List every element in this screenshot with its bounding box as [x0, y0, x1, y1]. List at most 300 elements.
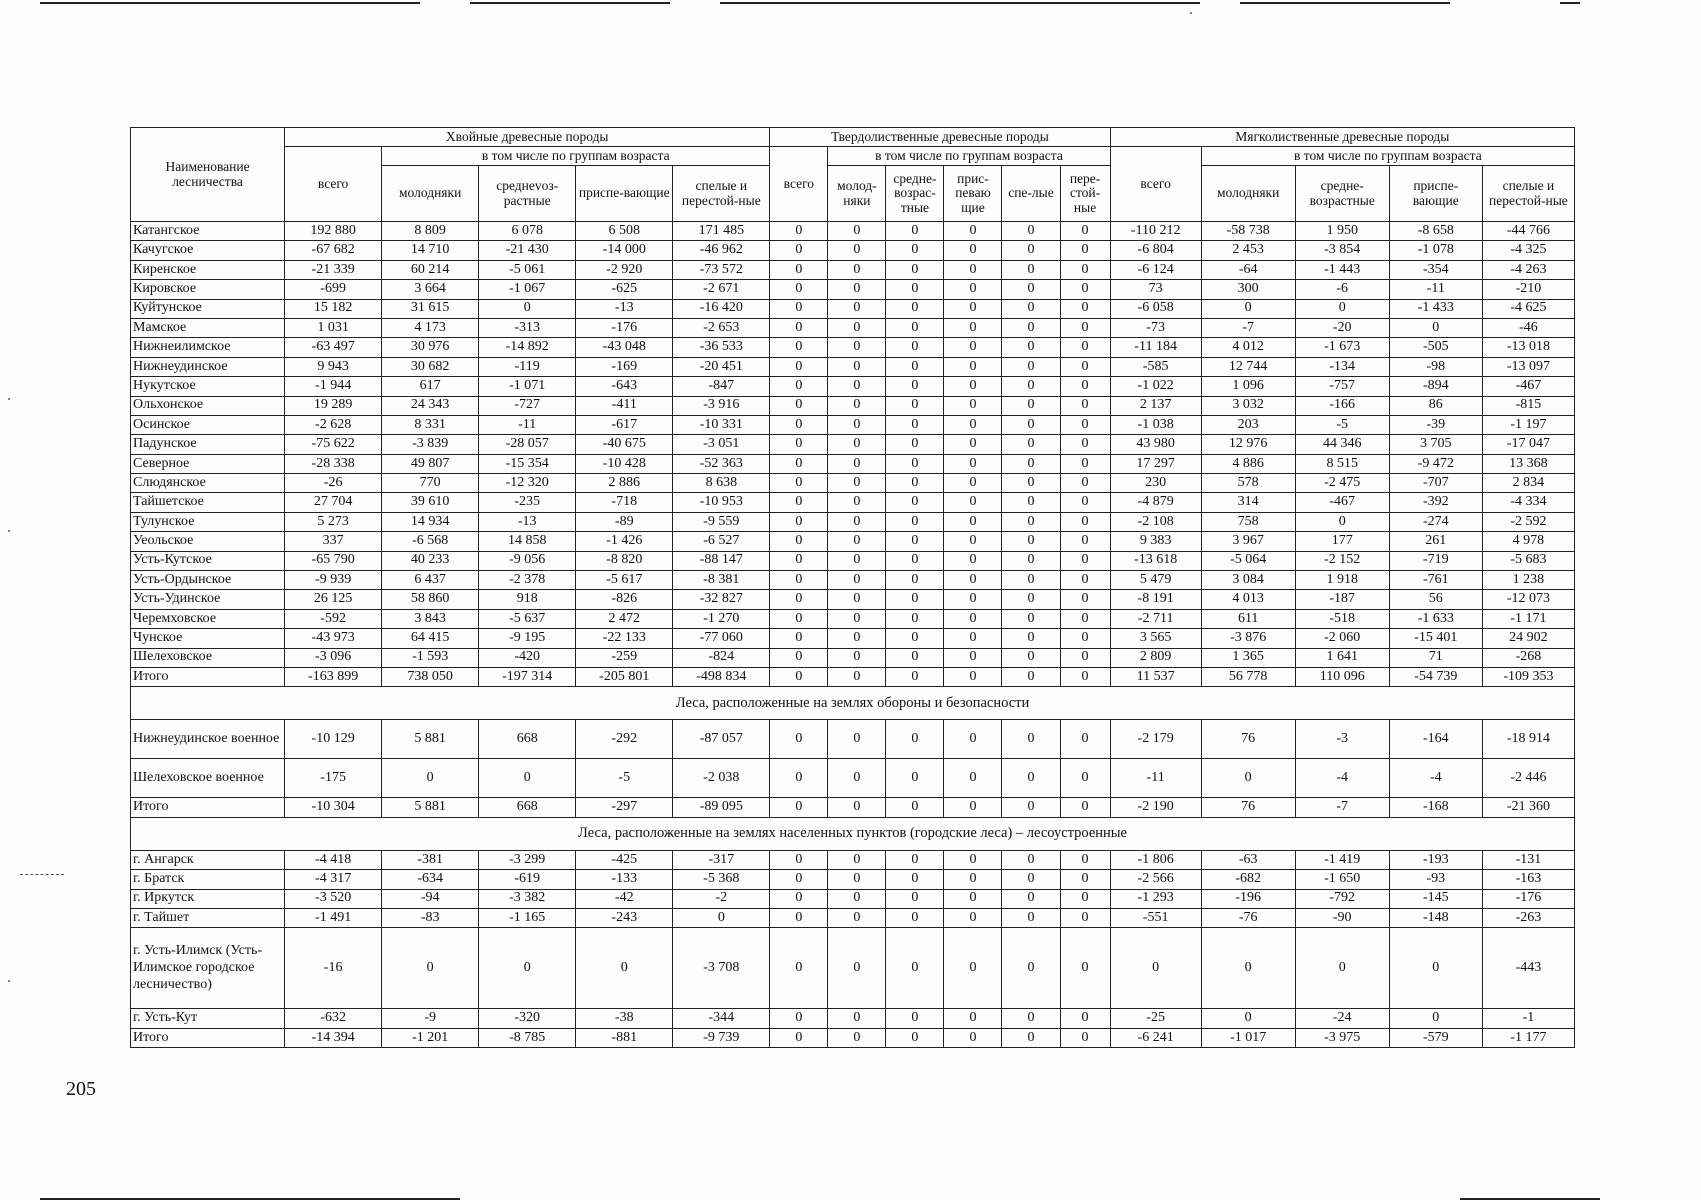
table-cell: -210: [1482, 280, 1574, 299]
table-cell: -89 095: [673, 798, 770, 817]
table-cell: 0: [944, 454, 1002, 473]
table-cell: -75 622: [285, 435, 382, 454]
table-cell: -682: [1201, 870, 1295, 889]
table-cell: -5 061: [479, 260, 576, 279]
table-cell: -392: [1389, 493, 1482, 512]
table-cell: -13 097: [1482, 357, 1574, 376]
table-cell: 0: [886, 241, 944, 260]
table-cell: 30 682: [382, 357, 479, 376]
table-cell: 0: [944, 1009, 1002, 1028]
table-cell: 0: [479, 928, 576, 1009]
table-cell: -761: [1389, 571, 1482, 590]
table-row: [131, 396, 1575, 415]
table-cell: 617: [382, 377, 479, 396]
table-cell: -1 270: [673, 609, 770, 628]
total-row: [131, 798, 1575, 817]
table-cell: 0: [1002, 454, 1060, 473]
table-cell: 58 860: [382, 590, 479, 609]
table-cell: -22 133: [576, 629, 673, 648]
table-cell: 0: [770, 435, 828, 454]
forestry-name: Слюдянское: [131, 474, 285, 493]
table-cell: -4 625: [1482, 299, 1574, 318]
table-cell: -46: [1482, 318, 1574, 337]
forestry-name: Осинское: [131, 415, 285, 434]
table-row: [131, 493, 1575, 512]
table-cell: 0: [770, 551, 828, 570]
table-cell: 0: [1060, 415, 1110, 434]
table-cell: 0: [944, 357, 1002, 376]
table-cell: -425: [576, 850, 673, 869]
table-cell: -268: [1482, 648, 1574, 667]
table-cell: -9 939: [285, 571, 382, 590]
table-cell: 0: [1002, 629, 1060, 648]
table-cell: 2 834: [1482, 474, 1574, 493]
table-cell: 39 610: [382, 493, 479, 512]
table-cell: 0: [1060, 532, 1110, 551]
table-cell: -6 527: [673, 532, 770, 551]
table-cell: 0: [770, 241, 828, 260]
table-cell: 0: [886, 222, 944, 241]
column-header: всего: [285, 147, 382, 222]
table-cell: -826: [576, 590, 673, 609]
table-cell: -1 177: [1482, 1028, 1574, 1047]
table-cell: 0: [886, 571, 944, 590]
table-cell: -4 418: [285, 850, 382, 869]
table-cell: 0: [1060, 629, 1110, 648]
column-header: всего: [770, 147, 828, 222]
forestry-name: Итого: [131, 667, 285, 686]
table-cell: 0: [1002, 759, 1060, 798]
table-cell: 12 976: [1201, 435, 1295, 454]
table-cell: 0: [1002, 798, 1060, 817]
table-cell: 0: [886, 1009, 944, 1028]
page-number: 205: [66, 1078, 96, 1100]
column-header: прис-певаю щие: [944, 166, 1002, 222]
table-cell: 0: [828, 908, 886, 927]
table-cell: 0: [382, 928, 479, 1009]
table-cell: 0: [770, 908, 828, 927]
forestry-name: Кировское: [131, 280, 285, 299]
table-cell: -18 914: [1482, 720, 1574, 759]
table-cell: -14 000: [576, 241, 673, 260]
table-cell: 4 978: [1482, 532, 1574, 551]
scan-edge: [720, 2, 1200, 4]
table-cell: 14 934: [382, 512, 479, 531]
forestry-name: г. Усть-Кут: [131, 1009, 285, 1028]
table-cell: 0: [1201, 1009, 1295, 1028]
table-row: [131, 908, 1575, 927]
table-cell: 0: [944, 532, 1002, 551]
table-cell: -8 381: [673, 571, 770, 590]
table-cell: 0: [944, 493, 1002, 512]
table-cell: 0: [770, 357, 828, 376]
table-cell: 0: [1002, 551, 1060, 570]
table-cell: 0: [1060, 798, 1110, 817]
subgroup-header: в том числе по группам возраста: [1201, 147, 1574, 166]
forestry-name: Нижнеудинское военное: [131, 720, 285, 759]
table-cell: -28 057: [479, 435, 576, 454]
table-cell: 0: [1060, 889, 1110, 908]
table-cell: -1 593: [382, 648, 479, 667]
table-cell: -2 592: [1482, 512, 1574, 531]
forestry-name: г. Тайшет: [131, 908, 285, 927]
table-cell: 611: [1201, 609, 1295, 628]
table-cell: -3 299: [479, 850, 576, 869]
table-cell: 0: [886, 435, 944, 454]
table-cell: 0: [828, 474, 886, 493]
table-cell: 0: [828, 928, 886, 1009]
table-cell: 76: [1201, 720, 1295, 759]
table-cell: 110 096: [1295, 667, 1389, 686]
table-cell: 19 289: [285, 396, 382, 415]
column-header: средне-возрас-тные: [886, 166, 944, 222]
table-cell: 71: [1389, 648, 1482, 667]
table-cell: -65 790: [285, 551, 382, 570]
table-cell: 0: [1060, 759, 1110, 798]
table-cell: 0: [828, 280, 886, 299]
table-cell: -16: [285, 928, 382, 1009]
table-cell: -21 339: [285, 260, 382, 279]
table-cell: -133: [576, 870, 673, 889]
table-cell: 0: [770, 1028, 828, 1047]
group-header: Твердолиственные древесные породы: [770, 128, 1110, 147]
table-cell: 0: [1060, 512, 1110, 531]
table-cell: -5 683: [1482, 551, 1574, 570]
table-cell: 0: [1060, 667, 1110, 686]
table-cell: -187: [1295, 590, 1389, 609]
column-header: спелые и перестой-ные: [1482, 166, 1574, 222]
table-cell: 0: [828, 241, 886, 260]
table-cell: -54 739: [1389, 667, 1482, 686]
table-cell: 0: [944, 648, 1002, 667]
table-cell: -166: [1295, 396, 1389, 415]
table-cell: -4: [1295, 759, 1389, 798]
table-cell: 314: [1201, 493, 1295, 512]
table-cell: 1 365: [1201, 648, 1295, 667]
table-cell: 5 479: [1110, 571, 1201, 590]
table-cell: 0: [886, 850, 944, 869]
table-cell: -197 314: [479, 667, 576, 686]
table-cell: 40 233: [382, 551, 479, 570]
table-cell: -21 430: [479, 241, 576, 260]
table-cell: 0: [770, 299, 828, 318]
table-cell: 30 976: [382, 338, 479, 357]
table-cell: -259: [576, 648, 673, 667]
table-cell: -12 320: [479, 474, 576, 493]
scan-dot: [8, 530, 10, 532]
table-cell: 0: [1002, 435, 1060, 454]
table-cell: 0: [1060, 318, 1110, 337]
table-cell: -87 057: [673, 720, 770, 759]
table-cell: 578: [1201, 474, 1295, 493]
table-cell: 0: [828, 318, 886, 337]
table-cell: -38: [576, 1009, 673, 1028]
table-cell: 0: [1002, 648, 1060, 667]
table-cell: 0: [944, 435, 1002, 454]
table-cell: 0: [1060, 493, 1110, 512]
header-row-groups: [131, 128, 1575, 147]
forestry-name: Шелеховское военное: [131, 759, 285, 798]
table-cell: 0: [770, 928, 828, 1009]
forestry-name: Катангское: [131, 222, 285, 241]
table-cell: 0: [944, 512, 1002, 531]
table-cell: 5 881: [382, 798, 479, 817]
table-cell: 0: [944, 908, 1002, 927]
table-cell: -88 147: [673, 551, 770, 570]
table-cell: 0: [886, 720, 944, 759]
table-cell: 0: [886, 280, 944, 299]
forestry-name: Итого: [131, 1028, 285, 1047]
table-cell: 44 346: [1295, 435, 1389, 454]
table-cell: -163: [1482, 870, 1574, 889]
table-cell: -11: [479, 415, 576, 434]
table-cell: 0: [1060, 377, 1110, 396]
table-cell: 0: [886, 357, 944, 376]
table-row: [131, 474, 1575, 493]
table-cell: 0: [1002, 928, 1060, 1009]
table-row: [131, 377, 1575, 396]
table-cell: -5 617: [576, 571, 673, 590]
table-row: [131, 299, 1575, 318]
table-cell: 0: [944, 299, 1002, 318]
table-cell: 0: [1060, 241, 1110, 260]
table-cell: -381: [382, 850, 479, 869]
table-cell: 0: [770, 512, 828, 531]
table-cell: -13: [576, 299, 673, 318]
table-cell: -46 962: [673, 241, 770, 260]
table-cell: 0: [770, 648, 828, 667]
table-cell: -420: [479, 648, 576, 667]
table-cell: -274: [1389, 512, 1482, 531]
table-cell: 13 368: [1482, 454, 1574, 473]
forestry-name: Усть-Удинское: [131, 590, 285, 609]
table-cell: 0: [828, 571, 886, 590]
table-cell: -9 056: [479, 551, 576, 570]
table-cell: 0: [944, 338, 1002, 357]
table-cell: 0: [770, 590, 828, 609]
table-row: [131, 415, 1575, 434]
forestry-name: Северное: [131, 454, 285, 473]
table-cell: 0: [828, 870, 886, 889]
header-row-subgroups: [131, 147, 1575, 166]
section-row: [131, 817, 1575, 850]
table-cell: -727: [479, 396, 576, 415]
table-cell: 300: [1201, 280, 1295, 299]
table-cell: 0: [886, 609, 944, 628]
table-cell: 0: [886, 759, 944, 798]
table-row: [131, 338, 1575, 357]
table-cell: -4 263: [1482, 260, 1574, 279]
table-cell: 0: [1002, 889, 1060, 908]
table-cell: 770: [382, 474, 479, 493]
table-cell: -443: [1482, 928, 1574, 1009]
table-cell: 0: [944, 222, 1002, 241]
table-cell: 86: [1389, 396, 1482, 415]
column-header-name: Наименование лесничества: [131, 128, 285, 222]
table-cell: 0: [886, 493, 944, 512]
section-title: Леса, расположенные на землях обороны и безопасности: [131, 687, 1575, 720]
table-cell: 24 343: [382, 396, 479, 415]
table-cell: 0: [770, 415, 828, 434]
table-cell: -20 451: [673, 357, 770, 376]
table-cell: 0: [944, 870, 1002, 889]
forestry-name: Тайшетское: [131, 493, 285, 512]
table-cell: -1 426: [576, 532, 673, 551]
group-header: Мягколиственные древесные породы: [1110, 128, 1574, 147]
table-cell: -2 671: [673, 280, 770, 299]
table-cell: 337: [285, 532, 382, 551]
table-cell: -6: [1295, 280, 1389, 299]
table-cell: 0: [1060, 908, 1110, 927]
table-cell: -1 491: [285, 908, 382, 927]
table-row: [131, 512, 1575, 531]
forestry-name: Усть-Кутское: [131, 551, 285, 570]
table-cell: -131: [1482, 850, 1574, 869]
table-cell: -98: [1389, 357, 1482, 376]
table-cell: 0: [886, 474, 944, 493]
table-row: [131, 454, 1575, 473]
table-cell: 0: [1060, 299, 1110, 318]
table-cell: 0: [886, 260, 944, 279]
table-cell: 192 880: [285, 222, 382, 241]
forestry-name: г. Ангарск: [131, 850, 285, 869]
scan-edge: [1560, 2, 1580, 4]
table-cell: -498 834: [673, 667, 770, 686]
table-cell: -7: [1295, 798, 1389, 817]
table-cell: 0: [886, 415, 944, 434]
table-cell: 0: [1002, 280, 1060, 299]
table-row: [131, 222, 1575, 241]
table-cell: -119: [479, 357, 576, 376]
table-cell: 0: [770, 222, 828, 241]
table-cell: -634: [382, 870, 479, 889]
table-cell: 6 508: [576, 222, 673, 241]
table-cell: 27 704: [285, 493, 382, 512]
table-cell: 0: [1201, 299, 1295, 318]
table-cell: 0: [828, 648, 886, 667]
table-cell: 0: [944, 928, 1002, 1009]
table-cell: -632: [285, 1009, 382, 1028]
table-cell: -881: [576, 1028, 673, 1047]
subgroup-header: в том числе по группам возраста: [382, 147, 770, 166]
table-cell: 17 297: [1110, 454, 1201, 473]
table-cell: -2 179: [1110, 720, 1201, 759]
table-cell: -2 628: [285, 415, 382, 434]
table-cell: -109 353: [1482, 667, 1574, 686]
table-cell: 2 886: [576, 474, 673, 493]
table-row: [131, 720, 1575, 759]
table-cell: 1 031: [285, 318, 382, 337]
table-cell: -32 827: [673, 590, 770, 609]
table-cell: 43 980: [1110, 435, 1201, 454]
table-cell: 56 778: [1201, 667, 1295, 686]
table-cell: 0: [770, 629, 828, 648]
table-cell: -5 064: [1201, 551, 1295, 570]
table-cell: -3 876: [1201, 629, 1295, 648]
table-cell: 73: [1110, 280, 1201, 299]
table-row: [131, 629, 1575, 648]
table-cell: 0: [1002, 377, 1060, 396]
table-cell: 0: [1002, 474, 1060, 493]
table-cell: 0: [770, 493, 828, 512]
scan-edge: [1240, 2, 1450, 4]
table-body: [131, 222, 1575, 1048]
table-cell: 0: [1002, 667, 1060, 686]
table-cell: 0: [770, 338, 828, 357]
table-cell: -467: [1295, 493, 1389, 512]
table-cell: -64: [1201, 260, 1295, 279]
table-row: [131, 318, 1575, 337]
table-cell: 0: [1002, 720, 1060, 759]
table-cell: 0: [828, 759, 886, 798]
table-cell: 0: [1060, 571, 1110, 590]
column-header: спелые и перестой-ные: [673, 166, 770, 222]
scan-mark: [20, 874, 64, 875]
table-cell: 3 664: [382, 280, 479, 299]
table-cell: -77 060: [673, 629, 770, 648]
forestry-name: г. Усть-Илимск (Усть-Илимское городское лесничество): [131, 928, 285, 1009]
table-cell: 0: [1002, 299, 1060, 318]
table-cell: 918: [479, 590, 576, 609]
table-cell: 0: [828, 435, 886, 454]
table-cell: 0: [1002, 571, 1060, 590]
table-cell: 26 125: [285, 590, 382, 609]
table-cell: 0: [944, 590, 1002, 609]
table-cell: 0: [828, 798, 886, 817]
forestry-name: Куйтунское: [131, 299, 285, 318]
table-cell: 0: [828, 1009, 886, 1028]
table-cell: 0: [944, 759, 1002, 798]
table-cell: 24 902: [1482, 629, 1574, 648]
table-cell: -39: [1389, 415, 1482, 434]
table-cell: 0: [886, 377, 944, 396]
table-cell: 0: [770, 870, 828, 889]
table-cell: 0: [944, 798, 1002, 817]
table-cell: -2 711: [1110, 609, 1201, 628]
forestry-name: Киренское: [131, 260, 285, 279]
table-cell: 261: [1389, 532, 1482, 551]
table-cell: -13: [479, 512, 576, 531]
table-cell: -93: [1389, 870, 1482, 889]
table-cell: 0: [770, 260, 828, 279]
table-cell: -1 038: [1110, 415, 1201, 434]
table-cell: -63: [1201, 850, 1295, 869]
table-cell: -176: [576, 318, 673, 337]
table-cell: -168: [1389, 798, 1482, 817]
table-cell: 0: [770, 396, 828, 415]
table-cell: 0: [886, 454, 944, 473]
table-cell: -7: [1201, 318, 1295, 337]
table-cell: 0: [828, 609, 886, 628]
table-cell: 0: [1002, 260, 1060, 279]
table-cell: 0: [828, 1028, 886, 1047]
table-cell: 0: [1060, 357, 1110, 376]
table-cell: -16 420: [673, 299, 770, 318]
table-cell: 0: [828, 590, 886, 609]
table-cell: 4 886: [1201, 454, 1295, 473]
table-cell: 0: [1002, 870, 1060, 889]
table-cell: -3 051: [673, 435, 770, 454]
table-cell: 0: [1060, 648, 1110, 667]
table-cell: -36 533: [673, 338, 770, 357]
table-cell: -17 047: [1482, 435, 1574, 454]
table-cell: -344: [673, 1009, 770, 1028]
table-cell: -6 124: [1110, 260, 1201, 279]
table-cell: -467: [1482, 377, 1574, 396]
table-cell: -24: [1295, 1009, 1389, 1028]
table-cell: -757: [1295, 377, 1389, 396]
table-cell: 0: [1002, 222, 1060, 241]
